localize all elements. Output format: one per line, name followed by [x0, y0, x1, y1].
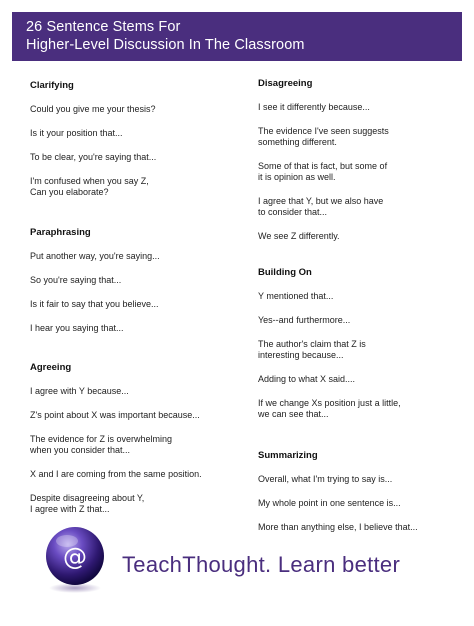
- stem: The evidence for Z is overwhelming when you consider that...: [30, 434, 173, 455]
- section-building-on: [258, 267, 458, 433]
- stem: Is it your position that...: [30, 128, 123, 138]
- stem: Could you give me your thesis?: [30, 104, 156, 114]
- stem: I hear you saying that...: [30, 323, 124, 333]
- stem: I'm confused when you say Z, Can you elaborate?: [30, 176, 149, 197]
- title-line-1: 26 Sentence Stems For: [26, 19, 181, 35]
- stem: To be clear, you're saying that...: [30, 152, 157, 162]
- stem: X and I are coming from the same position.: [30, 469, 202, 479]
- stem: Yes--and furthermore...: [258, 315, 351, 325]
- section-title: Agreeing: [30, 362, 72, 373]
- stem: Despite disagreeing about Y, I agree with Z that...: [30, 493, 145, 514]
- stem: I agree with Y because...: [30, 386, 129, 396]
- page-header: [12, 12, 462, 61]
- section-paraphrasing: [30, 227, 240, 347]
- brand-tagline: TeachThought. Learn better: [122, 552, 401, 577]
- section-agreeing: [30, 362, 240, 528]
- stem: We see Z differently.: [258, 231, 340, 241]
- footer-branding: [40, 524, 440, 600]
- stem: I see it differently because...: [258, 102, 370, 112]
- stem: I agree that Y, but we also have to consider that...: [258, 196, 384, 217]
- title-line-2: Higher-Level Discussion In The Classroom: [26, 37, 305, 53]
- section-title: Building On: [258, 267, 312, 278]
- section-title: Clarifying: [30, 80, 74, 91]
- stem: If we change Xs position just a little, we can see that...: [258, 398, 401, 419]
- stem: Y mentioned that...: [258, 291, 334, 301]
- globe-symbol: @: [63, 543, 87, 571]
- stem: The author's claim that Z is interesting because...: [258, 339, 366, 360]
- stem: The evidence I've seen suggests something different.: [258, 126, 389, 147]
- stem: So you're saying that...: [30, 275, 122, 285]
- stem: Is it fair to say that you believe...: [30, 299, 159, 309]
- globe-at-icon: [40, 524, 110, 594]
- stem: Some of that is fact, but some of it is opinion as well.: [258, 161, 388, 182]
- section-title: Paraphrasing: [30, 227, 91, 238]
- stem: My whole point in one sentence is...: [258, 498, 401, 508]
- section-disagreeing: [258, 78, 458, 255]
- stem: More than anything else, I believe that...: [258, 522, 418, 532]
- stem: Put another way, you're saying...: [30, 251, 160, 261]
- stem: Adding to what X said....: [258, 374, 356, 384]
- section-clarifying: [30, 80, 240, 211]
- stem: Overall, what I'm trying to say is...: [258, 474, 393, 484]
- section-title: Disagreeing: [258, 78, 313, 89]
- stem: Z's point about X was important because...: [30, 410, 200, 420]
- section-title: Summarizing: [258, 450, 318, 461]
